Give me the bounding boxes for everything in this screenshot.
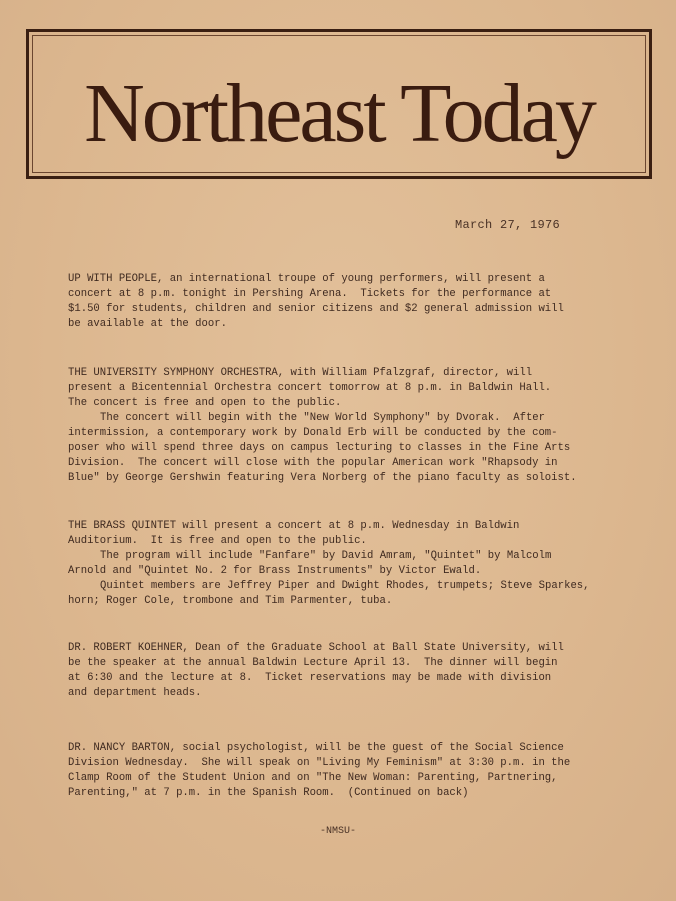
text-line: be the speaker at the annual Baldwin Lecture April 13. The dinner will begin	[68, 657, 558, 669]
text-line: at 6:30 and the lecture at 8. Ticket reservations may be made with division	[68, 672, 552, 684]
text-line: Division Wednesday. She will speak on "Living My Feminism" at 3:30 p.m. in the	[68, 757, 571, 769]
text-line: DR. NANCY BARTON, social psychologist, will be the guest of the Social Science	[68, 742, 564, 754]
text-line: $1.50 for students, children and senior citizens and $2 general admission will	[68, 303, 564, 315]
text-line: intermission, a contemporary work by Donald Erb will be conducted by the com-	[68, 427, 558, 439]
news-item-brass-quintet	[68, 519, 628, 609]
text-line: Quintet members are Jeffrey Piper and Dwight Rhodes, trumpets; Steve Sparkes,	[100, 580, 590, 592]
text-line: and department heads.	[68, 687, 202, 699]
text-line: Arnold and "Quintet No. 2 for Brass Instruments" by Victor Ewald.	[68, 565, 482, 577]
text-line: Division. The concert will close with the popular American work "Rhapsody in	[68, 457, 558, 469]
text-line: The program will include "Fanfare" by David Amram, "Quintet" by Malcolm	[100, 550, 552, 562]
text-line: concert at 8 p.m. tonight in Pershing Arena. Tickets for the performance at	[68, 288, 552, 300]
masthead-title: Northeast Today	[84, 67, 594, 160]
text-line: DR. ROBERT KOEHNER, Dean of the Graduate School at Ball State University, will	[68, 642, 564, 654]
text-line: Blue" by George Gershwin featuring Vera Norberg of the piano faculty as soloist.	[68, 472, 577, 484]
text-line: THE UNIVERSITY SYMPHONY ORCHESTRA, with William Pfalzgraf, director, will	[68, 367, 533, 379]
text-line: THE BRASS QUINTET will present a concert at 8 p.m. Wednesday in Baldwin	[68, 520, 520, 532]
page-footer: -NMSU-	[319, 826, 356, 837]
text-line: present a Bicentennial Orchestra concert tomorrow at 8 p.m. in Baldwin Hall.	[68, 382, 552, 394]
news-item-nancy-barton	[68, 741, 628, 801]
text-line: Clamp Room of the Student Union and on "The New Woman: Parenting, Partnering,	[68, 772, 558, 784]
text-line: be available at the door.	[68, 318, 227, 330]
text-line: UP WITH PEOPLE, an international troupe of young performers, will present a	[68, 273, 545, 285]
text-line: The concert is free and open to the public.	[68, 397, 342, 409]
text-line: poser who will spend three days on campus lecturing to classes in the Fine Arts	[68, 442, 571, 454]
text-line: Parenting," at 7 p.m. in the Spanish Room. (Continued on back)	[68, 787, 469, 799]
text-line: horn; Roger Cole, trombone and Tim Parmenter, tuba.	[68, 595, 393, 607]
text-line: Auditorium. It is free and open to the public.	[68, 535, 367, 547]
issue-date: March 27, 1976	[455, 218, 561, 232]
masthead-frame	[26, 29, 652, 179]
news-item-symphony	[68, 366, 628, 486]
news-item-up-with-people	[68, 272, 628, 332]
news-item-baldwin-lecture	[68, 641, 628, 701]
text-line: The concert will begin with the "New World Symphony" by Dvorak. After	[100, 412, 546, 424]
